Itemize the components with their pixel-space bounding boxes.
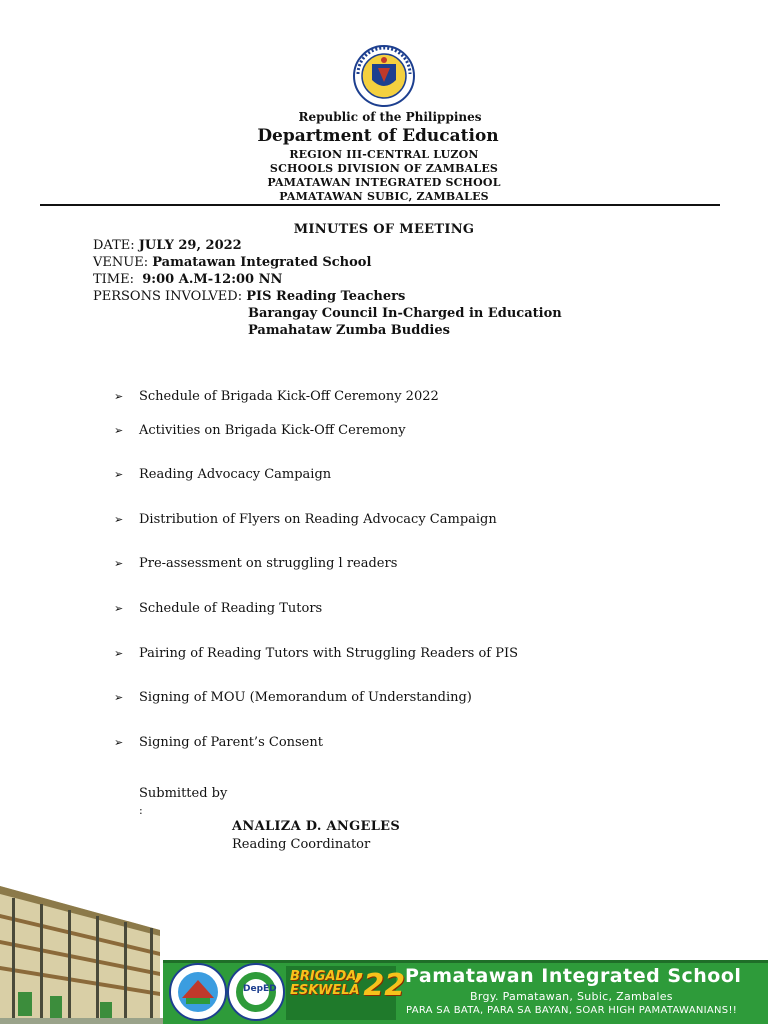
time-value: 9:00 A.M-12:00 NN	[142, 272, 283, 287]
brigada-eskwela-label: BRIGADA ESKWELA	[290, 969, 360, 998]
agenda-item: ➢ Pairing of Reading Tutors with Struggling Readers of PIS	[114, 646, 519, 661]
division-seal-logo	[170, 964, 226, 1020]
bullet-arrow-icon: ➢	[114, 424, 124, 437]
date-value: JULY 29, 2022	[138, 238, 242, 253]
persons-label: PERSONS INVOLVED:	[93, 289, 243, 304]
venue-label: VENUE:	[93, 255, 149, 270]
persons-row	[93, 289, 405, 304]
minutes-title: MINUTES OF MEETING	[293, 222, 475, 237]
agenda-item: ➢ Activities on Brigada Kick-Off Ceremony	[114, 423, 406, 438]
republic-line: Republic of the Philippines	[298, 110, 482, 124]
agenda-item: ➢ Schedule of Reading Tutors	[114, 601, 323, 616]
school-line: PAMATAWAN INTEGRATED SCHOOL	[267, 176, 501, 189]
agenda-item: ➢ Schedule of Brigada Kick-Off Ceremony 2022	[114, 389, 439, 404]
bullet-arrow-icon: ➢	[114, 557, 124, 570]
persons-item: Pamahataw Zumba Buddies	[248, 323, 450, 338]
time-label: TIME:	[93, 272, 134, 287]
department-title: Department of Education	[257, 126, 499, 146]
date-row	[93, 238, 242, 253]
bullet-arrow-icon: ➢	[114, 602, 124, 615]
agenda-item: ➢ Signing of Parent’s Consent	[114, 735, 323, 750]
bullet-arrow-icon: ➢	[114, 390, 124, 403]
agenda-item: ➢ Reading Advocacy Campaign	[114, 467, 332, 482]
footer-address: Brgy. Pamatawan, Subic, Zambales	[470, 990, 673, 1003]
persons-item: Barangay Council In-Charged in Education	[248, 306, 562, 321]
bullet-arrow-icon: ➢	[114, 691, 124, 704]
agenda-item: ➢ Pre-assessment on struggling l readers	[114, 556, 398, 571]
agenda-item: ➢ Distribution of Flyers on Reading Advocacy Campaign	[114, 512, 497, 527]
deped-badge: DepED	[243, 984, 277, 994]
submitted-by-label: Submitted by	[139, 786, 228, 801]
brigada-year: ’22	[352, 968, 406, 1003]
region-line: REGION III-CENTRAL LUZON	[289, 148, 479, 161]
venue-value: Pamatawan Integrated School	[152, 255, 372, 270]
submitted-colon: :	[139, 804, 143, 817]
agenda-item: ➢ Signing of MOU (Memorandum of Understanding)	[114, 690, 472, 705]
bullet-arrow-icon: ➢	[114, 513, 124, 526]
division-line: SCHOOLS DIVISION OF ZAMBALES	[269, 162, 499, 175]
signer-name: ANALIZA D. ANGELES	[232, 819, 401, 834]
deped-seal-icon	[348, 44, 420, 108]
bullet-arrow-icon: ➢	[114, 468, 124, 481]
header-divider	[40, 204, 720, 206]
footer-motto: PARA SA BATA, PARA SA BAYAN, SOAR HIGH PAMATAWANIANS!!	[406, 1005, 738, 1016]
date-label: DATE:	[93, 238, 135, 253]
school-building-photo	[0, 880, 170, 1024]
persons-item: PIS Reading Teachers	[246, 289, 406, 304]
time-row	[93, 272, 282, 287]
venue-row	[93, 255, 371, 270]
signer-role: Reading Coordinator	[232, 837, 371, 852]
footer-school-name: Pamatawan Integrated School	[405, 965, 742, 987]
bullet-arrow-icon: ➢	[114, 647, 124, 660]
address-line: PAMATAWAN SUBIC, ZAMBALES	[279, 190, 489, 203]
bullet-arrow-icon: ➢	[114, 736, 124, 749]
